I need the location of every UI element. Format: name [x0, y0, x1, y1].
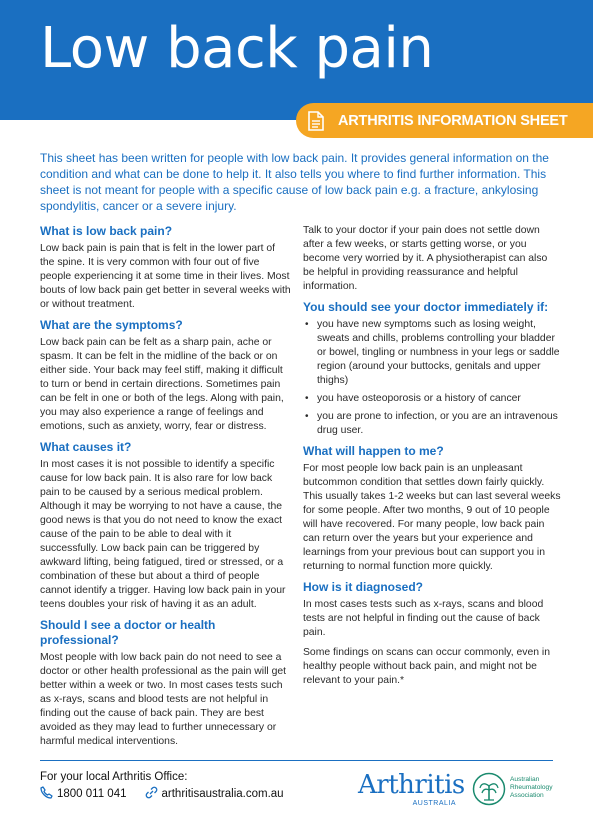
section-text-diagnosed-2: Some findings on scans can occur commonly, even in healthy people without back pain, and might not be relevant to your pain.*	[303, 647, 550, 686]
bullet-icon: •	[305, 319, 309, 330]
list-item	[303, 410, 561, 438]
intro-paragraph: This sheet has been written for people with low back pain. It provides general information on the condition and what can be done to help it. It also tells you where to find further information. This sheet is not meant for people with a specific cause of low back pain e.g. a fracture, ankylosing spondylitis, cancer or a severe injury.	[40, 151, 549, 213]
section-heading-diagnosed: How is it diagnosed?	[303, 580, 424, 594]
arthritis-australia-logo	[358, 770, 465, 808]
rheumatology-association-logo-text	[510, 776, 570, 800]
header-band	[0, 0, 593, 120]
info-sheet-badge	[296, 103, 593, 138]
list-item	[303, 392, 561, 406]
list-item	[303, 318, 561, 388]
ara-line-3: Association	[510, 792, 544, 799]
list-item-text: you have new symptoms such as losing weight, sweats and chills, problems controlling your bladder or bowel, tingling or numbness in your legs or saddle region (around your buttocks, genitals and upper thighs)	[317, 319, 560, 386]
document-icon	[308, 111, 324, 131]
arthritis-logo-text: Arthritis	[358, 770, 465, 800]
bullet-icon: •	[305, 411, 309, 422]
section-text-diagnosed-1: In most cases tests such as x-rays, scans and blood tests are not helpful in finding out the cause of back pain.	[303, 599, 544, 638]
left-column	[40, 224, 292, 755]
badge-label: ARTHRITIS INFORMATION SHEET	[338, 112, 568, 129]
list-item-text: you have osteoporosis or a history of cancer	[317, 393, 521, 404]
arthritis-logo-subtext: AUSTRALIA	[412, 800, 456, 807]
footer-divider	[40, 760, 553, 761]
ara-line-1: Australian	[510, 776, 540, 783]
section-text-what-will-happen: For most people low back pain is an unpleasant butcommon condition that settles down fairly quickly. This usually takes 1-2 weeks but can last several weeks for some people. After two months, 9 out of 10 people will have recovered. For many people, low back pain can return over the years but your experience and learnings from your previous bout can support you in returning to normal function more quickly.	[303, 463, 561, 572]
section-text-see-doctor: Most people with low back pain do not need to see a doctor or other health professional as the pain will get better within a week or two. In most cases tests such as x-rays, scans and blood tests are not helpful in finding out the cause of back pain. They are best avoided as they may lead to further unnecessary or harmful medical interventions.	[40, 652, 287, 747]
rheumatology-association-logo-icon	[472, 772, 506, 806]
section-text-talk-doctor: Talk to your doctor if your pain does not settle down after a few weeks, or starts getting worse, or you become very worried by it. A physiotherapist can also be helpful in providing reassurance and helpful information.	[303, 225, 548, 292]
phone-contact[interactable]	[40, 786, 127, 802]
right-column	[303, 224, 561, 694]
phone-icon	[40, 786, 57, 802]
section-text-symptoms: Low back pain can be felt as a sharp pain, ache or spasm. It can be felt in the midline of the back or on either side. Your back may feel stiff, making it difficult to turn or bend in certain directions. Sometimes pain can be felt in one or both of the legs. Along with pain, you may also experience a range of feelings and emotions, such as anxiety, worry, fear or distress.	[40, 337, 284, 432]
website-link[interactable]	[145, 786, 284, 802]
section-text-causes: In most cases it is not possible to identify a specific cause for low back pain. It is also rare for low back pain to be caused by a serious medical problem. Although it may be worrying to not have a cause, the good news is that you do not need to know the exact cause of the pain to be able to deal with it successfully. Low back pain can be triggered by awkward lifting, being fatigued, tired or stressed, or a combination of these but about a third of people cannot identify a trigger. Having low back pain in your teens doubles your risk of having it as an adult.	[40, 459, 286, 610]
phone-number: 1800 011 041	[57, 788, 127, 800]
ara-line-2: Rheumatology	[510, 784, 553, 791]
footer-contacts	[40, 786, 302, 802]
section-heading-causes: What causes it?	[40, 440, 132, 454]
bullet-icon: •	[305, 393, 309, 404]
warning-list	[303, 318, 561, 438]
website-url: arthritisaustralia.com.au	[161, 788, 284, 800]
section-heading-see-immediately: You should see your doctor immediately if:	[303, 300, 549, 314]
section-heading-symptoms: What are the symptoms?	[40, 318, 183, 332]
page-title: Low back pain	[40, 16, 434, 81]
section-heading-see-doctor: Should I see a doctor or health professional?	[40, 618, 216, 647]
section-heading-what-is: What is low back pain?	[40, 224, 173, 238]
footer-office-label: For your local Arthritis Office:	[40, 771, 188, 783]
globe-icon	[145, 786, 162, 802]
section-heading-what-will-happen: What will happen to me?	[303, 444, 444, 458]
list-item-text: you are prone to infection, or you are an intravenous drug user.	[317, 411, 558, 436]
section-text-what-is: Low back pain is pain that is felt in the lower part of the spine. It is very common with four out of five people experiencing it at some time in their lives. Most bouts of low back pain get better in several weeks with or without treatment.	[40, 243, 291, 310]
